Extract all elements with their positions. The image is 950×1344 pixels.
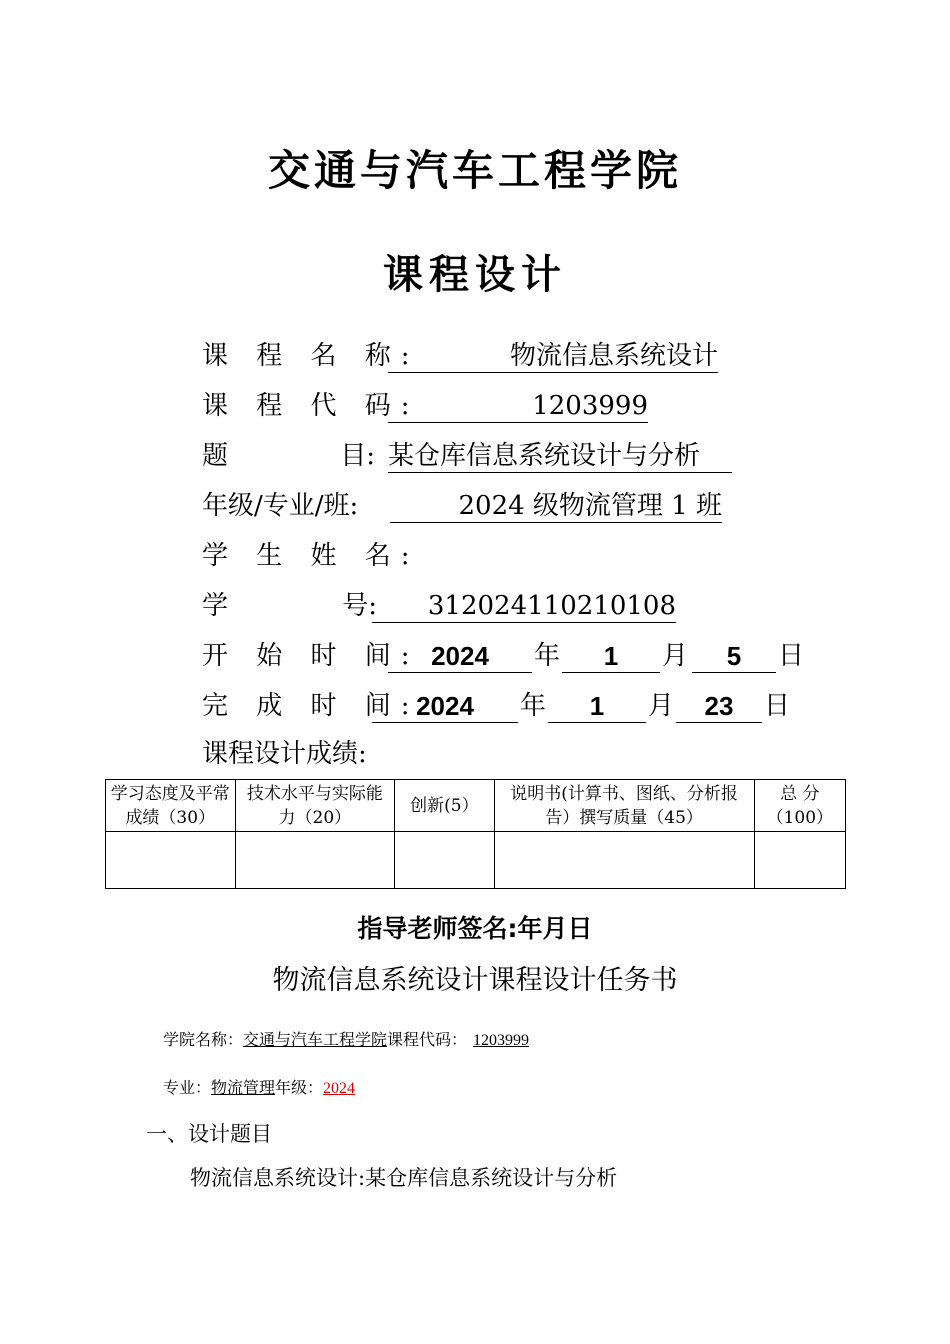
score-cell-innovation[interactable]	[395, 832, 494, 889]
class-label	[202, 488, 358, 524]
score-cell-attitude[interactable]	[106, 832, 236, 889]
task-grade-value: 2024	[323, 1080, 356, 1097]
student-number-row	[202, 588, 742, 624]
class-row	[202, 488, 742, 524]
course-name-row	[202, 338, 742, 374]
score-table	[105, 779, 846, 889]
class-value: 2024 级物流管理 1 班	[390, 488, 722, 523]
task-code-label: 课程代码：	[387, 1032, 468, 1049]
course-code-row	[202, 388, 742, 424]
task-code-value: 1203999	[473, 1032, 530, 1049]
score-header-report: 说明书(计算书、图纸、分析报告）撰写质量（45）	[494, 780, 754, 832]
topic-label: 题 目:	[202, 441, 376, 471]
task-major-value: 物流管理	[211, 1080, 276, 1097]
score-header-total: 总 分（100）	[754, 780, 845, 832]
start-year-unit: 年	[534, 641, 561, 671]
score-cell-technical[interactable]	[235, 832, 395, 889]
finish-year: 2024	[372, 688, 518, 723]
course-name-value: 物流信息系统设计	[388, 338, 718, 373]
score-table-value-row	[106, 832, 846, 889]
topic-value: 某仓库信息系统设计与分析	[388, 438, 732, 473]
score-header-technical: 技术水平与实际能力（20）	[235, 780, 395, 832]
score-header-innovation: 创新(5）	[395, 780, 494, 832]
student-number-label: 学 号:	[202, 591, 378, 621]
finish-year-unit: 年	[520, 691, 547, 721]
task-college-line	[163, 1027, 541, 1050]
course-code-label: 课 程 代 码:	[202, 391, 420, 421]
start-month-unit: 月	[662, 641, 689, 671]
college-title: 交通与汽车工程学院	[267, 146, 682, 195]
task-major-line	[163, 1075, 355, 1098]
task-grade-label: 年级：	[275, 1080, 324, 1097]
start-day: 5	[692, 638, 776, 673]
score-cell-report[interactable]	[494, 832, 754, 889]
grade-label: 课程设计成绩:	[202, 739, 367, 769]
student-name-row	[202, 538, 742, 574]
start-time-label: 开 始 时 间:	[202, 641, 420, 671]
score-table-header-row	[106, 780, 846, 832]
start-day-unit: 日	[778, 641, 805, 671]
course-name-label: 课 程 名 称:	[202, 341, 420, 371]
finish-day: 23	[676, 688, 762, 723]
task-college-label: 学院名称：	[163, 1032, 244, 1049]
start-month: 1	[562, 638, 660, 673]
class-label-text: 年级/专业/班:	[202, 491, 359, 521]
start-time-row	[202, 638, 822, 674]
finish-day-unit: 日	[764, 691, 791, 721]
student-name-label: 学 生 姓 名:	[202, 541, 420, 571]
course-code-value: 1203999	[388, 388, 648, 423]
student-number-value: 312024110210108	[372, 588, 676, 623]
finish-month-unit: 月	[648, 691, 675, 721]
score-header-attitude: 学习态度及平常成绩（30）	[106, 780, 236, 832]
finish-time-row	[202, 688, 822, 724]
advisor-signature-line: 指导老师签名:年月日	[357, 914, 593, 943]
finish-month: 1	[548, 688, 646, 723]
task-book-title: 物流信息系统设计课程设计任务书	[272, 965, 678, 996]
section-1-content: 物流信息系统设计:某仓库信息系统设计与分析	[190, 1166, 618, 1190]
score-cell-total[interactable]	[754, 832, 845, 889]
topic-row	[202, 438, 742, 474]
grade-row	[202, 736, 502, 772]
finish-time-label: 完 成 时 间:	[202, 691, 420, 721]
task-college-value: 交通与汽车工程学院	[243, 1032, 388, 1049]
task-major-label: 专业：	[163, 1080, 212, 1097]
start-year: 2024	[388, 638, 532, 673]
section-1-heading: 一、设计题目	[146, 1122, 272, 1146]
document-type-title: 课程设计	[383, 252, 567, 298]
